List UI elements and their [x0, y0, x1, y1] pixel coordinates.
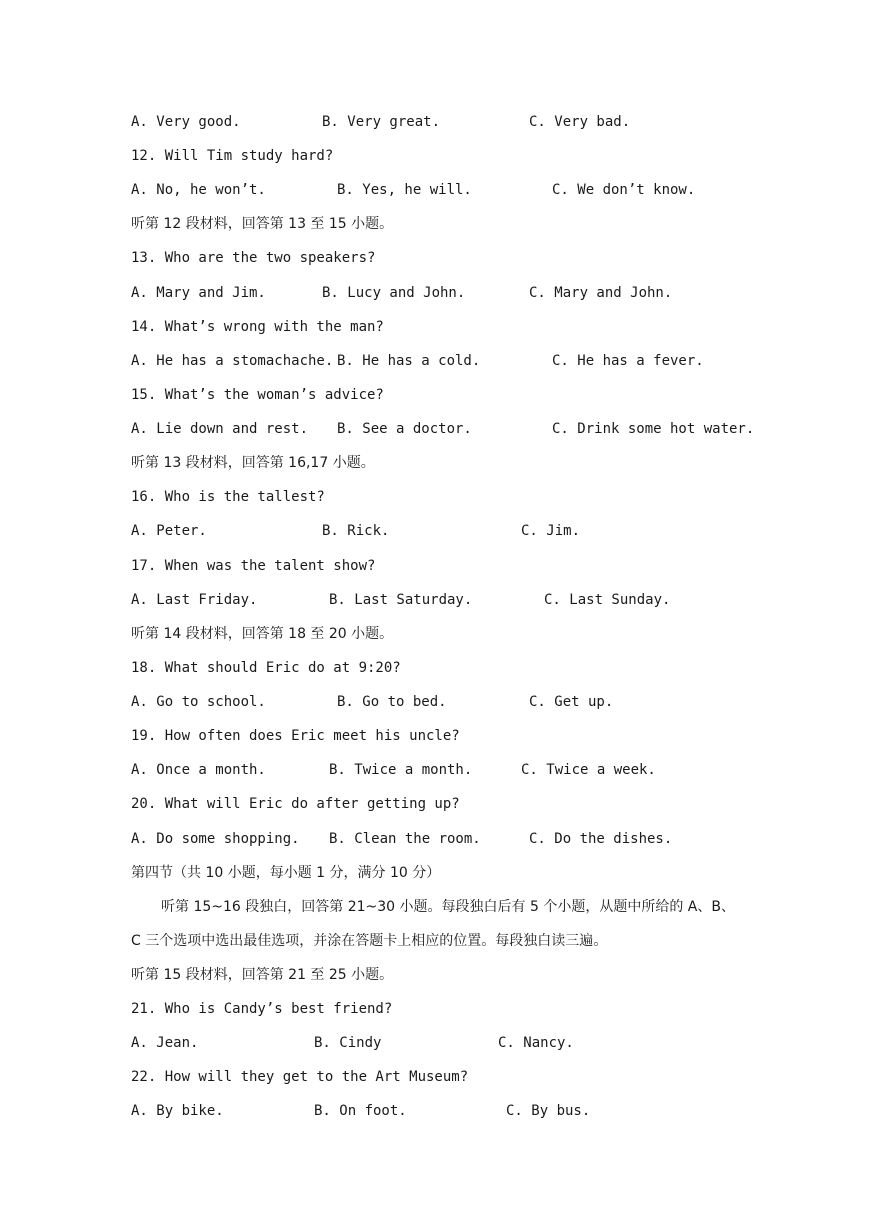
options-row [131, 1033, 574, 1053]
option-c: C. Nancy. [498, 1035, 574, 1051]
option-c: C. Very bad. [529, 114, 631, 130]
option-a: A. Once a month. [131, 762, 266, 778]
option-b: B. Clean the room. [329, 831, 481, 847]
option-b: B. Yes, he will. [337, 182, 472, 198]
options-row [131, 112, 631, 132]
section-heading: 听第 13 段材料，回答第 16,17 小题。 [131, 455, 375, 471]
instructions-continued: C 三个选项中选出最佳选项，并涂在答题卡上相应的位置。每段独白读三遍。 [131, 933, 608, 949]
question-15: 15. What’s the woman’s advice? [131, 387, 384, 403]
option-b: B. On foot. [314, 1103, 407, 1119]
option-c: C. Last Sunday. [544, 592, 671, 608]
option-c: C. We don’t know. [552, 182, 696, 198]
option-a: A. Mary and Jim. [131, 285, 266, 301]
option-a: A. Jean. [131, 1035, 199, 1051]
option-a: A. Go to school. [131, 694, 266, 710]
option-a: A. No, he won’t. [131, 182, 266, 198]
section-heading: 听第 14 段材料，回答第 18 至 20 小题。 [131, 626, 394, 642]
option-b: B. Very great. [322, 114, 441, 130]
option-b: B. Rick. [322, 523, 390, 539]
options-row [131, 521, 581, 541]
option-a: A. He has a stomachache. [131, 353, 334, 369]
options-row [131, 760, 656, 780]
question-14: 14. What’s wrong with the man? [131, 319, 384, 335]
option-a: A. Do some shopping. [131, 831, 300, 847]
option-b: B. See a doctor. [337, 421, 472, 437]
option-a: A. By bike. [131, 1103, 224, 1119]
option-b: B. Lucy and John. [322, 285, 466, 301]
question-17: 17. When was the talent show? [131, 558, 376, 574]
question-20: 20. What will Eric do after getting up? [131, 796, 460, 812]
option-a: A. Very good. [131, 114, 241, 130]
option-b: B. Last Saturday. [329, 592, 473, 608]
option-c: C. He has a fever. [552, 353, 704, 369]
option-c: C. Get up. [529, 694, 614, 710]
options-row [131, 283, 673, 303]
question-18: 18. What should Eric do at 9:20? [131, 660, 401, 676]
options-row [131, 351, 704, 371]
section-heading: 听第 15 段材料，回答第 21 至 25 小题。 [131, 967, 394, 983]
options-row [131, 180, 696, 200]
option-a: A. Peter. [131, 523, 207, 539]
instructions: 听第 15~16 段独白，回答第 21~30 小题。每段独白后有 5 个小题，从题中所给的 A、B、 [161, 899, 735, 915]
question-12: 12. Will Tim study hard? [131, 148, 334, 164]
question-21: 21. Who is Candy’s best friend? [131, 1001, 393, 1017]
options-row [131, 829, 673, 849]
question-16: 16. Who is the tallest? [131, 489, 325, 505]
option-c: C. Mary and John. [529, 285, 673, 301]
question-22: 22. How will they get to the Art Museum? [131, 1069, 469, 1085]
options-row [131, 692, 614, 712]
option-c: C. Jim. [521, 523, 581, 539]
option-b: B. Cindy [314, 1035, 382, 1051]
section-heading: 听第 12 段材料，回答第 13 至 15 小题。 [131, 216, 394, 232]
option-b: B. He has a cold. [337, 353, 481, 369]
question-13: 13. Who are the two speakers? [131, 250, 376, 266]
options-row [131, 1101, 591, 1121]
option-c: C. Twice a week. [521, 762, 656, 778]
question-19: 19. How often does Eric meet his uncle? [131, 728, 460, 744]
section-title: 第四节（共 10 小题，每小题 1 分，满分 10 分） [131, 865, 441, 881]
option-c: C. Drink some hot water. [552, 421, 755, 437]
option-a: A. Last Friday. [131, 592, 258, 608]
option-c: C. By bus. [506, 1103, 591, 1119]
options-row [131, 419, 755, 439]
option-a: A. Lie down and rest. [131, 421, 309, 437]
option-c: C. Do the dishes. [529, 831, 673, 847]
option-b: B. Twice a month. [329, 762, 473, 778]
option-b: B. Go to bed. [337, 694, 447, 710]
options-row [131, 590, 671, 610]
